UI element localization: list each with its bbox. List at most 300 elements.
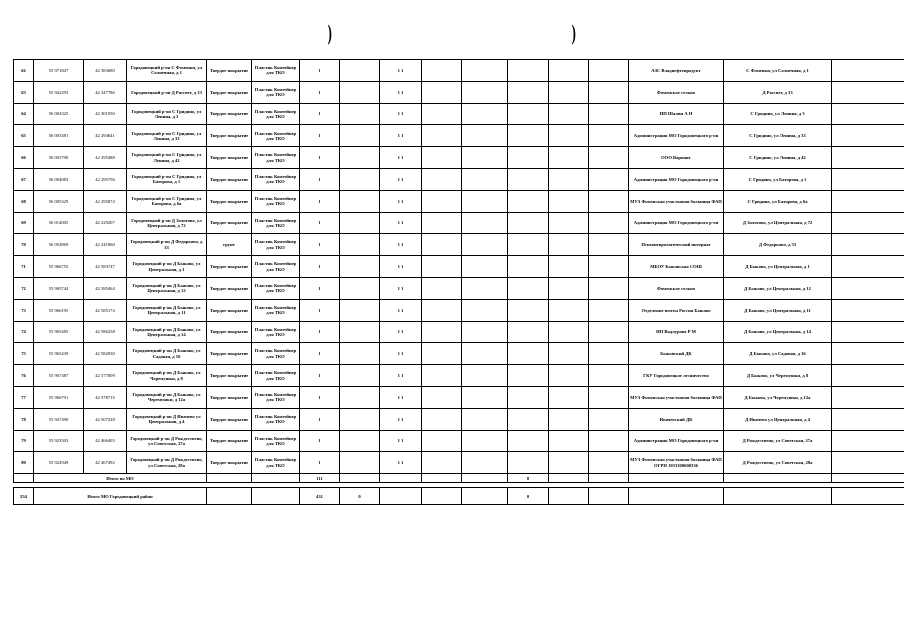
subtotal-label: Итого по МО: [34, 474, 207, 483]
table-row: [14, 103, 904, 125]
container-count: 1: [300, 386, 340, 408]
longitude: 42 295756: [84, 168, 127, 190]
empty-cell: [508, 212, 549, 234]
source-organization: МБОУ Быковская СОШ: [629, 256, 724, 278]
container-count: 1: [300, 321, 340, 343]
empty-cell: [462, 299, 508, 321]
address: Городовецкий р-он Д Рассвет, д 33: [127, 81, 207, 103]
empty-cell: [422, 299, 462, 321]
table-row: [14, 386, 904, 408]
address: Городовецкий р-он С Гридино, ул Баторова, д 6а: [127, 190, 207, 212]
empty-cell: [422, 190, 462, 212]
empty-cell: [252, 474, 300, 483]
empty-cell: [508, 190, 549, 212]
surface-type: Твердое покрытие: [207, 147, 252, 169]
total-row: [14, 488, 904, 505]
container-type: Пластик Контейнер для ТКО: [252, 190, 300, 212]
source-organization: Фоменское сельпо: [629, 277, 724, 299]
empty-cell: [832, 125, 904, 147]
source-organization: Психоневрологический интернат: [629, 234, 724, 256]
address: Городовецкий р-он Д Ивачево ул Центральная, д 4: [127, 408, 207, 430]
empty-cell: [14, 474, 34, 483]
surface-type: Твердое покрытие: [207, 365, 252, 387]
source-organization: Администрация МО Городовецкого р-он: [629, 168, 724, 190]
empty-cell: [462, 60, 508, 82]
empty-cell: [462, 474, 508, 483]
container-type: Пластик Контейнер для ТКО: [252, 365, 300, 387]
empty-cell: [589, 81, 629, 103]
empty-cell: [422, 365, 462, 387]
surface-type: грунт: [207, 234, 252, 256]
empty-cell: [832, 321, 904, 343]
empty-cell: [549, 408, 589, 430]
latitude: 56 003790: [34, 147, 84, 169]
row-number: 65: [14, 125, 34, 147]
container-count: 1: [300, 234, 340, 256]
container-volume: 1 1: [380, 299, 422, 321]
row-number: 68: [14, 190, 34, 212]
empty-cell: [422, 81, 462, 103]
empty-cell: [589, 365, 629, 387]
source-address: Д Быково, ул Черемушки, д 8: [724, 365, 832, 387]
empty-cell: [832, 474, 904, 483]
empty-cell: [589, 408, 629, 430]
empty-cell: [508, 125, 549, 147]
source-address: С Фоменки, ул Солнечная, д 1: [724, 60, 832, 82]
container-volume: 1 1: [380, 321, 422, 343]
empty-cell: [508, 343, 549, 365]
surface-type: Твердое покрытие: [207, 408, 252, 430]
empty-cell: [340, 81, 380, 103]
latitude: 55 922949: [34, 452, 84, 474]
empty-cell: [832, 60, 904, 82]
container-type: Пластик Контейнер для ТКО: [252, 103, 300, 125]
empty-cell: [508, 452, 549, 474]
empty-cell: [629, 488, 724, 505]
empty-cell: [549, 81, 589, 103]
source-organization: АЗС Владнефтепродукт: [629, 60, 724, 82]
table-row: [14, 343, 904, 365]
longitude: 42 467492: [84, 452, 127, 474]
table-row: [14, 277, 904, 299]
table-row: [14, 321, 904, 343]
empty-cell: [589, 60, 629, 82]
empty-cell: [549, 212, 589, 234]
registry-table: [13, 59, 904, 505]
longitude: 42 585464: [84, 277, 127, 299]
container-type: Пластик Контейнер для ТКО: [252, 168, 300, 190]
empty-cell: [589, 103, 629, 125]
empty-cell: [462, 168, 508, 190]
table-row: [14, 147, 904, 169]
empty-cell: [462, 234, 508, 256]
empty-cell: [462, 256, 508, 278]
surface-type: Твердое покрытие: [207, 103, 252, 125]
empty-cell: [589, 168, 629, 190]
container-volume: 1 1: [380, 103, 422, 125]
container-type: Пластик Контейнер для ТКО: [252, 386, 300, 408]
container-volume: 1 1: [380, 408, 422, 430]
empty-cell: [508, 430, 549, 452]
total-label: Итого МО Городовецкий район: [34, 488, 207, 505]
surface-type: Твердое покрытие: [207, 386, 252, 408]
row-number: 75: [14, 343, 34, 365]
longitude: 42 582030: [84, 343, 127, 365]
source-address: Д Быково, ул Центральная, д 12: [724, 277, 832, 299]
empty-cell: [508, 256, 549, 278]
longitude: 42 294641: [84, 125, 127, 147]
row-number: 63: [14, 81, 34, 103]
source-organization: Администрация МО Городовецкого р-он: [629, 212, 724, 234]
empty-cell: [589, 386, 629, 408]
longitude: 42 383680: [84, 60, 127, 82]
latitude: 55 947490: [34, 408, 84, 430]
address: Городовецкий р-он С Гридино, ул Ленина, д 3: [127, 103, 207, 125]
empty-cell: [549, 343, 589, 365]
source-address: С Гридино, ул Баторова, д 1: [724, 168, 832, 190]
empty-cell: [340, 430, 380, 452]
source-address: С Гридино, ул Баторова, д 6а: [724, 190, 832, 212]
address: Городовецкий р-он Д Быково, ул Центральная, д 12: [127, 277, 207, 299]
longitude: 42 295488: [84, 147, 127, 169]
table-row: [14, 299, 904, 321]
empty-cell: [422, 103, 462, 125]
table-row: [14, 81, 904, 103]
empty-cell: [340, 60, 380, 82]
table-row: [14, 256, 904, 278]
empty-cell: [462, 488, 508, 505]
row-number: 77: [14, 386, 34, 408]
longitude: 42 583747: [84, 256, 127, 278]
table-row: [14, 452, 904, 474]
empty-cell: [340, 343, 380, 365]
longitude: 42 585174: [84, 299, 127, 321]
container-volume: 1 1: [380, 452, 422, 474]
empty-cell: [508, 81, 549, 103]
empty-cell: [832, 147, 904, 169]
container-count: 1: [300, 60, 340, 82]
empty-cell: [629, 474, 724, 483]
table-row: [14, 234, 904, 256]
longitude: 42 301950: [84, 103, 127, 125]
container-volume: 1 1: [380, 81, 422, 103]
empty-cell: [549, 386, 589, 408]
empty-cell: [549, 147, 589, 169]
row-number: 78: [14, 408, 34, 430]
subtotal-zero: 0: [508, 474, 549, 483]
latitude: 55 923503: [34, 430, 84, 452]
source-organization: Быковский ДК: [629, 343, 724, 365]
container-count: 1: [300, 408, 340, 430]
source-address: Д Золотово, ул Центральная, д 72: [724, 212, 832, 234]
empty-cell: [589, 430, 629, 452]
empty-cell: [832, 212, 904, 234]
empty-cell: [549, 488, 589, 505]
empty-cell: [422, 147, 462, 169]
source-organization: Администрация МО Городовецкого р-он: [629, 430, 724, 452]
container-type: Пластик Контейнер для ТКО: [252, 277, 300, 299]
empty-cell: [832, 365, 904, 387]
empty-cell: [832, 81, 904, 103]
empty-cell: [422, 408, 462, 430]
row-number: 72: [14, 277, 34, 299]
container-type: Пластик Контейнер для ТКО: [252, 321, 300, 343]
empty-cell: [589, 452, 629, 474]
container-count: 1: [300, 452, 340, 474]
longitude: 42 577009: [84, 365, 127, 387]
empty-cell: [462, 190, 508, 212]
empty-cell: [508, 299, 549, 321]
empty-cell: [508, 234, 549, 256]
row-number: 70: [14, 234, 34, 256]
source-address: Д Быково, ул Центральная, д 14: [724, 321, 832, 343]
container-volume: 1 1: [380, 430, 422, 452]
scan-mark-right: ): [571, 20, 576, 45]
address: Городовецкий р-он С Гридино, ул Ленина, д 42: [127, 147, 207, 169]
address: Городовецкий р-он Д Быково, ул Садовая, д 16: [127, 343, 207, 365]
latitude: 55 965439: [34, 343, 84, 365]
empty-cell: [340, 474, 380, 483]
empty-cell: [340, 365, 380, 387]
latitude: 55 971847: [34, 60, 84, 82]
empty-cell: [252, 488, 300, 505]
address: Городовецкий р-он Д Золотово, ул Центральная, д 72: [127, 212, 207, 234]
longitude: 42 466403: [84, 430, 127, 452]
empty-cell: [549, 190, 589, 212]
empty-cell: [462, 212, 508, 234]
empty-cell: [422, 60, 462, 82]
container-volume: 1 1: [380, 147, 422, 169]
address: Городовецкий р-он Д Быково, ул Центральная, д 11: [127, 299, 207, 321]
empty-cell: [508, 365, 549, 387]
empty-cell: [422, 125, 462, 147]
container-volume: 1 1: [380, 125, 422, 147]
empty-cell: [832, 234, 904, 256]
surface-type: Твердое покрытие: [207, 81, 252, 103]
surface-type: Твердое покрытие: [207, 343, 252, 365]
empty-cell: [422, 430, 462, 452]
container-count: 1: [300, 212, 340, 234]
container-count: 1: [300, 103, 340, 125]
empty-cell: [508, 321, 549, 343]
latitude: 55 967387: [34, 365, 84, 387]
empty-cell: [589, 234, 629, 256]
empty-cell: [549, 168, 589, 190]
empty-cell: [832, 488, 904, 505]
latitude: 56 052869: [34, 234, 84, 256]
source-address: Д Рождествено, ул Советская, 28а: [724, 452, 832, 474]
latitude: 55 965485: [34, 321, 84, 343]
empty-cell: [422, 386, 462, 408]
table-row: [14, 408, 904, 430]
container-type: Пластик Контейнер для ТКО: [252, 430, 300, 452]
source-organization: МУЗ Фоменская участковая больница ФАП: [629, 190, 724, 212]
longitude: 42 241860: [84, 234, 127, 256]
latitude: 56 004083: [34, 168, 84, 190]
empty-cell: [589, 488, 629, 505]
empty-cell: [422, 277, 462, 299]
empty-cell: [832, 190, 904, 212]
empty-cell: [340, 408, 380, 430]
empty-cell: [422, 452, 462, 474]
registry-body: [14, 60, 904, 505]
latitude: 56 003381: [34, 125, 84, 147]
latitude: 55 942293: [34, 81, 84, 103]
longitude: 42 347786: [84, 81, 127, 103]
empty-cell: [832, 430, 904, 452]
empty-cell: [832, 103, 904, 125]
address: Городовецкий р-он Д Быково, ул Центральная, д 1: [127, 256, 207, 278]
empty-cell: [724, 488, 832, 505]
latitude: 56 005329: [34, 190, 84, 212]
address: Городовецкий р-он С Гридино, ул Баторова, д 1: [127, 168, 207, 190]
row-number: 71: [14, 256, 34, 278]
empty-cell: [549, 277, 589, 299]
address: Городовецкий р-он Д Рождествено, ул Советская, 27а: [127, 430, 207, 452]
longitude: 42 229207: [84, 212, 127, 234]
empty-cell: [832, 408, 904, 430]
empty-cell: [340, 452, 380, 474]
empty-cell: [422, 321, 462, 343]
empty-cell: [340, 299, 380, 321]
empty-cell: [422, 488, 462, 505]
row-number: 67: [14, 168, 34, 190]
row-number: 76: [14, 365, 34, 387]
container-type: Пластик Контейнер для ТКО: [252, 343, 300, 365]
empty-cell: [549, 103, 589, 125]
empty-cell: [832, 168, 904, 190]
row-number: 64: [14, 103, 34, 125]
empty-cell: [549, 430, 589, 452]
table-row: [14, 60, 904, 82]
row-number: 62: [14, 60, 34, 82]
latitude: 56 004325: [34, 103, 84, 125]
empty-cell: [549, 452, 589, 474]
container-type: Пластик Контейнер для ТКО: [252, 234, 300, 256]
empty-cell: [508, 60, 549, 82]
address: Городовецкий р-он Д Быково, ул Центральная, д 14: [127, 321, 207, 343]
total-zero-2: 0: [508, 488, 549, 505]
source-address: Д Быково, ул Центральная, д 1: [724, 256, 832, 278]
row-number: 80: [14, 452, 34, 474]
container-type: Пластик Контейнер для ТКО: [252, 60, 300, 82]
container-volume: 1 1: [380, 365, 422, 387]
empty-cell: [832, 277, 904, 299]
empty-cell: [380, 474, 422, 483]
total-count: 431: [300, 488, 340, 505]
empty-cell: [589, 212, 629, 234]
container-count: 1: [300, 343, 340, 365]
empty-cell: [462, 81, 508, 103]
surface-type: Твердое покрытие: [207, 430, 252, 452]
container-count: 1: [300, 277, 340, 299]
container-volume: 1 1: [380, 386, 422, 408]
empty-cell: [549, 474, 589, 483]
source-organization: Отделение почты Россия Быково: [629, 299, 724, 321]
container-type: Пластик Контейнер для ТКО: [252, 147, 300, 169]
source-organization: ИП Вадлурова Р М: [629, 321, 724, 343]
empty-cell: [462, 452, 508, 474]
source-address: С Гридино, ул Ленина, д 42: [724, 147, 832, 169]
empty-cell: [340, 386, 380, 408]
row-number: 79: [14, 430, 34, 452]
container-type: Пластик Контейнер для ТКО: [252, 256, 300, 278]
empty-cell: [462, 430, 508, 452]
empty-cell: [508, 168, 549, 190]
empty-cell: [462, 147, 508, 169]
container-volume: 1 1: [380, 190, 422, 212]
container-volume: 1 1: [380, 60, 422, 82]
empty-cell: [549, 256, 589, 278]
container-type: Пластик Контейнер для ТКО: [252, 408, 300, 430]
empty-cell: [422, 212, 462, 234]
latitude: 55 966195: [34, 299, 84, 321]
container-type: Пластик Контейнер для ТКО: [252, 452, 300, 474]
total-zero: 0: [340, 488, 380, 505]
source-organization: ООО Вариант: [629, 147, 724, 169]
table-row: [14, 365, 904, 387]
empty-cell: [549, 299, 589, 321]
table-row: [14, 125, 904, 147]
surface-type: Твердое покрытие: [207, 256, 252, 278]
surface-type: Твердое покрытие: [207, 212, 252, 234]
container-volume: 1 1: [380, 168, 422, 190]
source-organization: ГКУ Городовецкое лесничество: [629, 365, 724, 387]
empty-cell: [340, 103, 380, 125]
empty-cell: [589, 474, 629, 483]
empty-cell: [508, 103, 549, 125]
address: Городовецкий р-он С Фоменки, ул Солнечная, д 1: [127, 60, 207, 82]
empty-cell: [549, 321, 589, 343]
empty-cell: [508, 408, 549, 430]
empty-cell: [589, 277, 629, 299]
subtotal-count: 111: [300, 474, 340, 483]
container-volume: 1 1: [380, 277, 422, 299]
empty-cell: [549, 234, 589, 256]
address: Городовецкий р-он Д Рождествено, ул Советская, 28а: [127, 452, 207, 474]
container-volume: 1 1: [380, 234, 422, 256]
surface-type: Твердое покрытие: [207, 168, 252, 190]
empty-cell: [422, 474, 462, 483]
empty-cell: [340, 190, 380, 212]
longitude: 42 578715: [84, 386, 127, 408]
container-type: Пластик Контейнер для ТКО: [252, 81, 300, 103]
row-number: 69: [14, 212, 34, 234]
empty-cell: [340, 212, 380, 234]
latitude: 55 966755: [34, 256, 84, 278]
source-address: Д Федорково, д 33: [724, 234, 832, 256]
container-type: Пластик Контейнер для ТКО: [252, 125, 300, 147]
surface-type: Твердое покрытие: [207, 299, 252, 321]
empty-cell: [340, 168, 380, 190]
empty-cell: [422, 256, 462, 278]
surface-type: Твердое покрытие: [207, 190, 252, 212]
empty-cell: [549, 365, 589, 387]
empty-cell: [340, 234, 380, 256]
subtotal-row: [14, 474, 904, 483]
container-count: 1: [300, 430, 340, 452]
empty-cell: [589, 190, 629, 212]
source-address: Д Ивачево ул Центральная, д 4: [724, 408, 832, 430]
container-count: 1: [300, 168, 340, 190]
source-organization: Фоменское сельпо: [629, 81, 724, 103]
empty-cell: [589, 321, 629, 343]
empty-cell: [589, 343, 629, 365]
address: Городовецкий р-он Д Федорково, д 33: [127, 234, 207, 256]
table-row: [14, 168, 904, 190]
empty-cell: [462, 277, 508, 299]
empty-cell: [462, 343, 508, 365]
